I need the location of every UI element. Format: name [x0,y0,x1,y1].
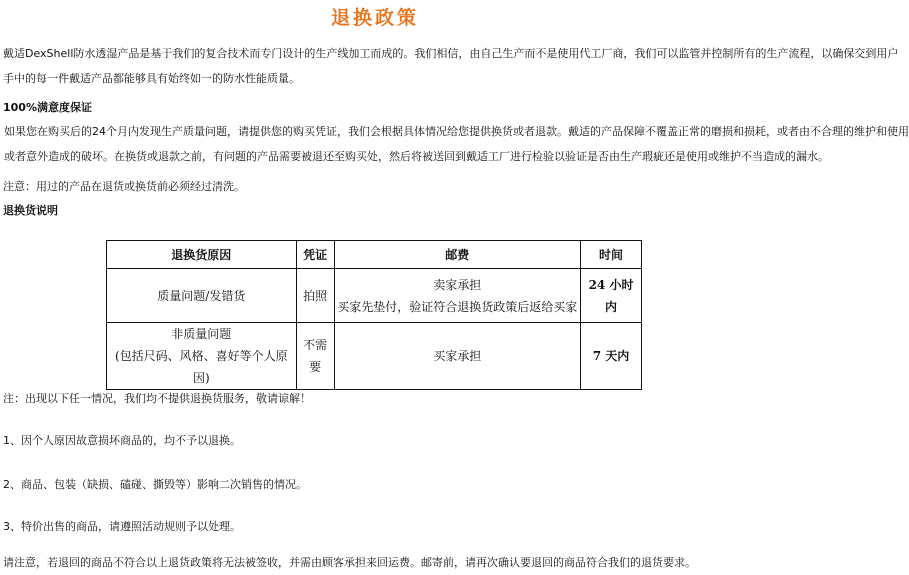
cell-line: 不需 [303,338,328,352]
header-proof: 凭证 [296,241,334,269]
cell-line: 7 天内 [592,349,630,363]
cell-line: 拍照 [303,288,328,303]
page-title: 退换政策 [330,7,419,29]
final-note: 请注意，若退回的商品不符合以上退货政策将无法被签收，并需由顾客承担来回运费。邮寄前，请再次确认要退回的商品符合我们的退货要求。 [3,556,696,569]
cell-time [581,323,642,390]
cell-line: 卖家承担 [433,277,482,292]
cell-proof [296,269,334,323]
exception-item: 3、特价出售的商品，请遵照活动规则予以处理。 [3,520,241,533]
cell-line: 要 [309,360,322,374]
cell-line: (包括尺码、风格、喜好等个人原因) [114,349,288,385]
cell-line: 买家先垫付，验证符合退换货政策后返给买家 [337,299,578,314]
cell-line: 质量问题/发错货 [157,288,246,303]
cell-time [581,269,642,323]
exception-item: 2、商品、包装（缺损、磕碰、撕毁等）影响二次销售的情况。 [3,478,307,491]
guarantee-line: 或者意外造成的破坏。在换货或退款之前，有问题的产品需要被退还至购买处，然后将被送回到戴适工厂进行检验以验证是否由生产瑕疵还是使用或维护不当造成的漏水。 [4,150,829,163]
cell-reason [107,269,297,323]
table-row [107,269,642,323]
intro-line: 手中的每一件戴适产品都能够具有始终如一的防水性能质量。 [3,72,300,85]
intro-paragraph [3,41,899,91]
table-row [107,323,642,390]
table-header-row [107,241,642,269]
cell-postage [334,323,581,390]
returns-table [106,240,642,390]
returns-heading: 退换货说明 [3,204,58,217]
exceptions-note: 注：出现以下任一情况，我们均不提供退换货服务，敬请谅解！ [3,392,311,405]
wash-note: 注意：用过的产品在退货或换货前必须经过清洗。 [3,180,245,193]
exception-item: 1、因个人原因故意损坏商品的，均不予以退换。 [3,434,241,447]
header-time: 时间 [581,241,642,269]
intro-line: 戴适DexShell防水透湿产品是基于我们的复合技术而专门设计的生产线加工而成的。我们相信，由自己生产而不是使用代工厂商，我们可以监管并控制所有的生产流程，以确保交到用户 [3,47,899,60]
cell-line: 24 小时内 [588,277,634,314]
guarantee-paragraph [4,119,909,169]
cell-proof [296,323,334,390]
header-reason: 退换货原因 [107,241,297,269]
guarantee-heading: 100%满意度保证 [3,101,92,114]
header-postage: 邮费 [334,241,581,269]
cell-reason [107,323,297,390]
guarantee-line: 如果您在购买后的24个月内发现生产质量问题，请提供您的购买凭证，我们会根据具体情况给您提供换货或者退款。戴适的产品保障不覆盖正常的磨损和损耗，或者由不合理的维护和使用 [4,125,909,138]
cell-postage [334,269,581,323]
cell-line: 非质量问题 [171,327,232,341]
cell-line: 买家承担 [433,349,482,363]
